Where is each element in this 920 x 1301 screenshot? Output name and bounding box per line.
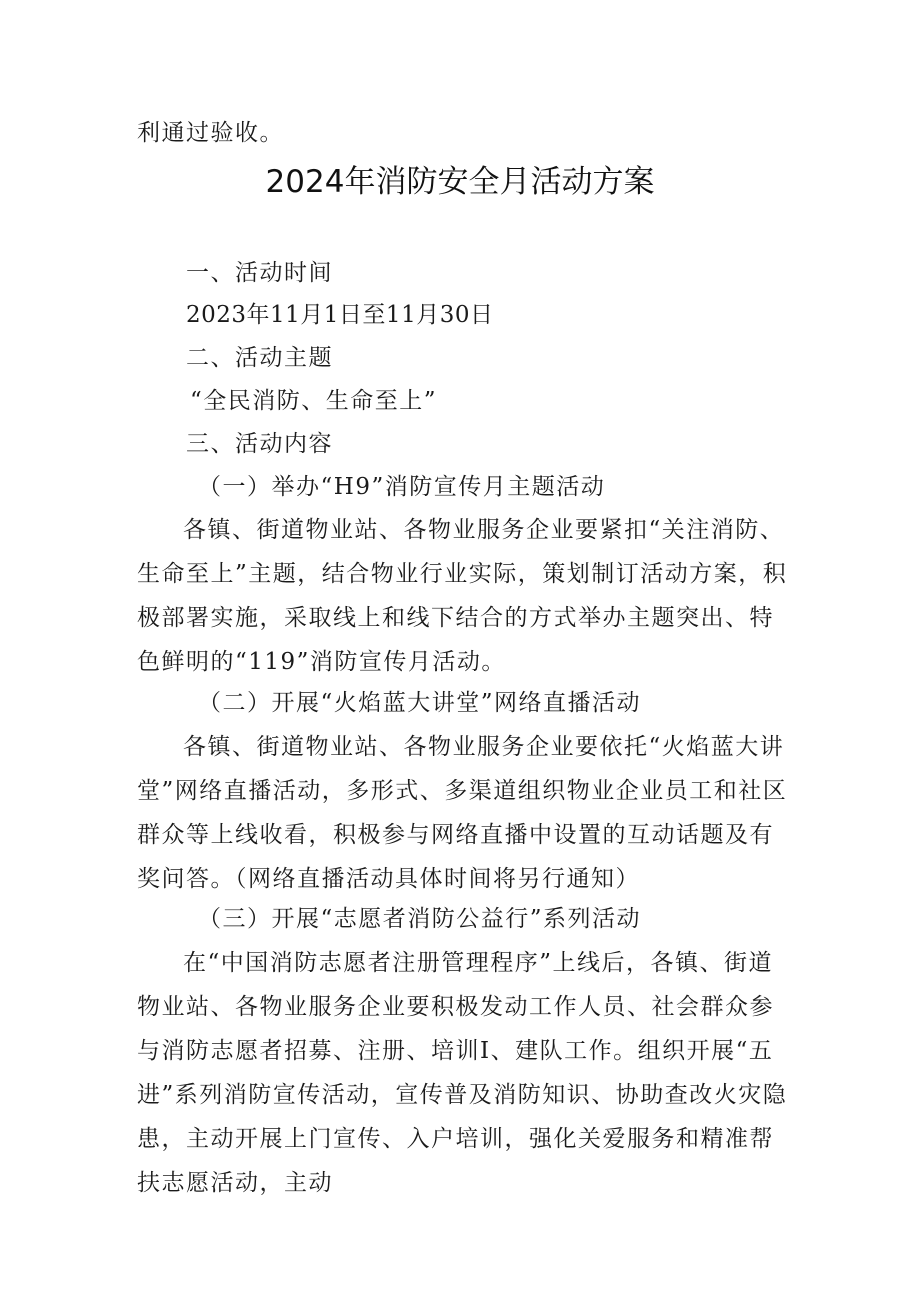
- section-heading-content: 三、活动内容: [186, 431, 333, 457]
- section-body-theme: “全民消防、生命至上”: [190, 388, 438, 414]
- document-title: 2024年消防安全月活动方案: [265, 164, 655, 200]
- subsection-body-1: 各镇、街道物业站、各物业服务企业要紧扣“关注消防、生命至上”主题，结合物业行业实际，策划制订活动方案，积极部署实施，采取线上和线下结合的方式举办主题突出、特色鲜明的“119”消防宣传月活动。: [137, 517, 788, 675]
- subsection-heading-1: （一）举办“H9”消防宣传月主题活动: [198, 474, 606, 500]
- section-body-time: 2023年11月1日至11月30日: [186, 302, 494, 328]
- subsection-body-2: 各镇、街道物业站、各物业服务企业要依托“火焰蓝大讲堂”网络直播活动，多形式、多渠道组织物业企业员工和社区群众等上线收看，积极参与网络直播中设置的互动话题及有奖问答。（网络直播活动具体时间将另行通知）: [137, 734, 788, 892]
- section-heading-theme: 二、活动主题: [186, 345, 333, 371]
- subsection-heading-3: （三）开展“志愿者消防公益行”系列活动: [198, 906, 642, 932]
- subsection-body-3: 在“中国消防志愿者注册管理程序”上线后，各镇、街道物业站、各物业服务企业要积极发动工作人员、社会群众参与消防志愿者招募、注册、培训I、建队工作。组织开展“五进”系列消防宣传活动，宣传普及消防知识、协助查改火灾隐患，主动开展上门宣传、入户培训，强化关爱服务和精准帮扶志愿活动，主动: [137, 950, 788, 1196]
- carryover-text: 利通过验收。: [137, 120, 284, 146]
- subsection-heading-2: （二）开展“火焰蓝大讲堂”网络直播活动: [198, 690, 642, 716]
- section-heading-time: 一、活动时间: [186, 260, 333, 286]
